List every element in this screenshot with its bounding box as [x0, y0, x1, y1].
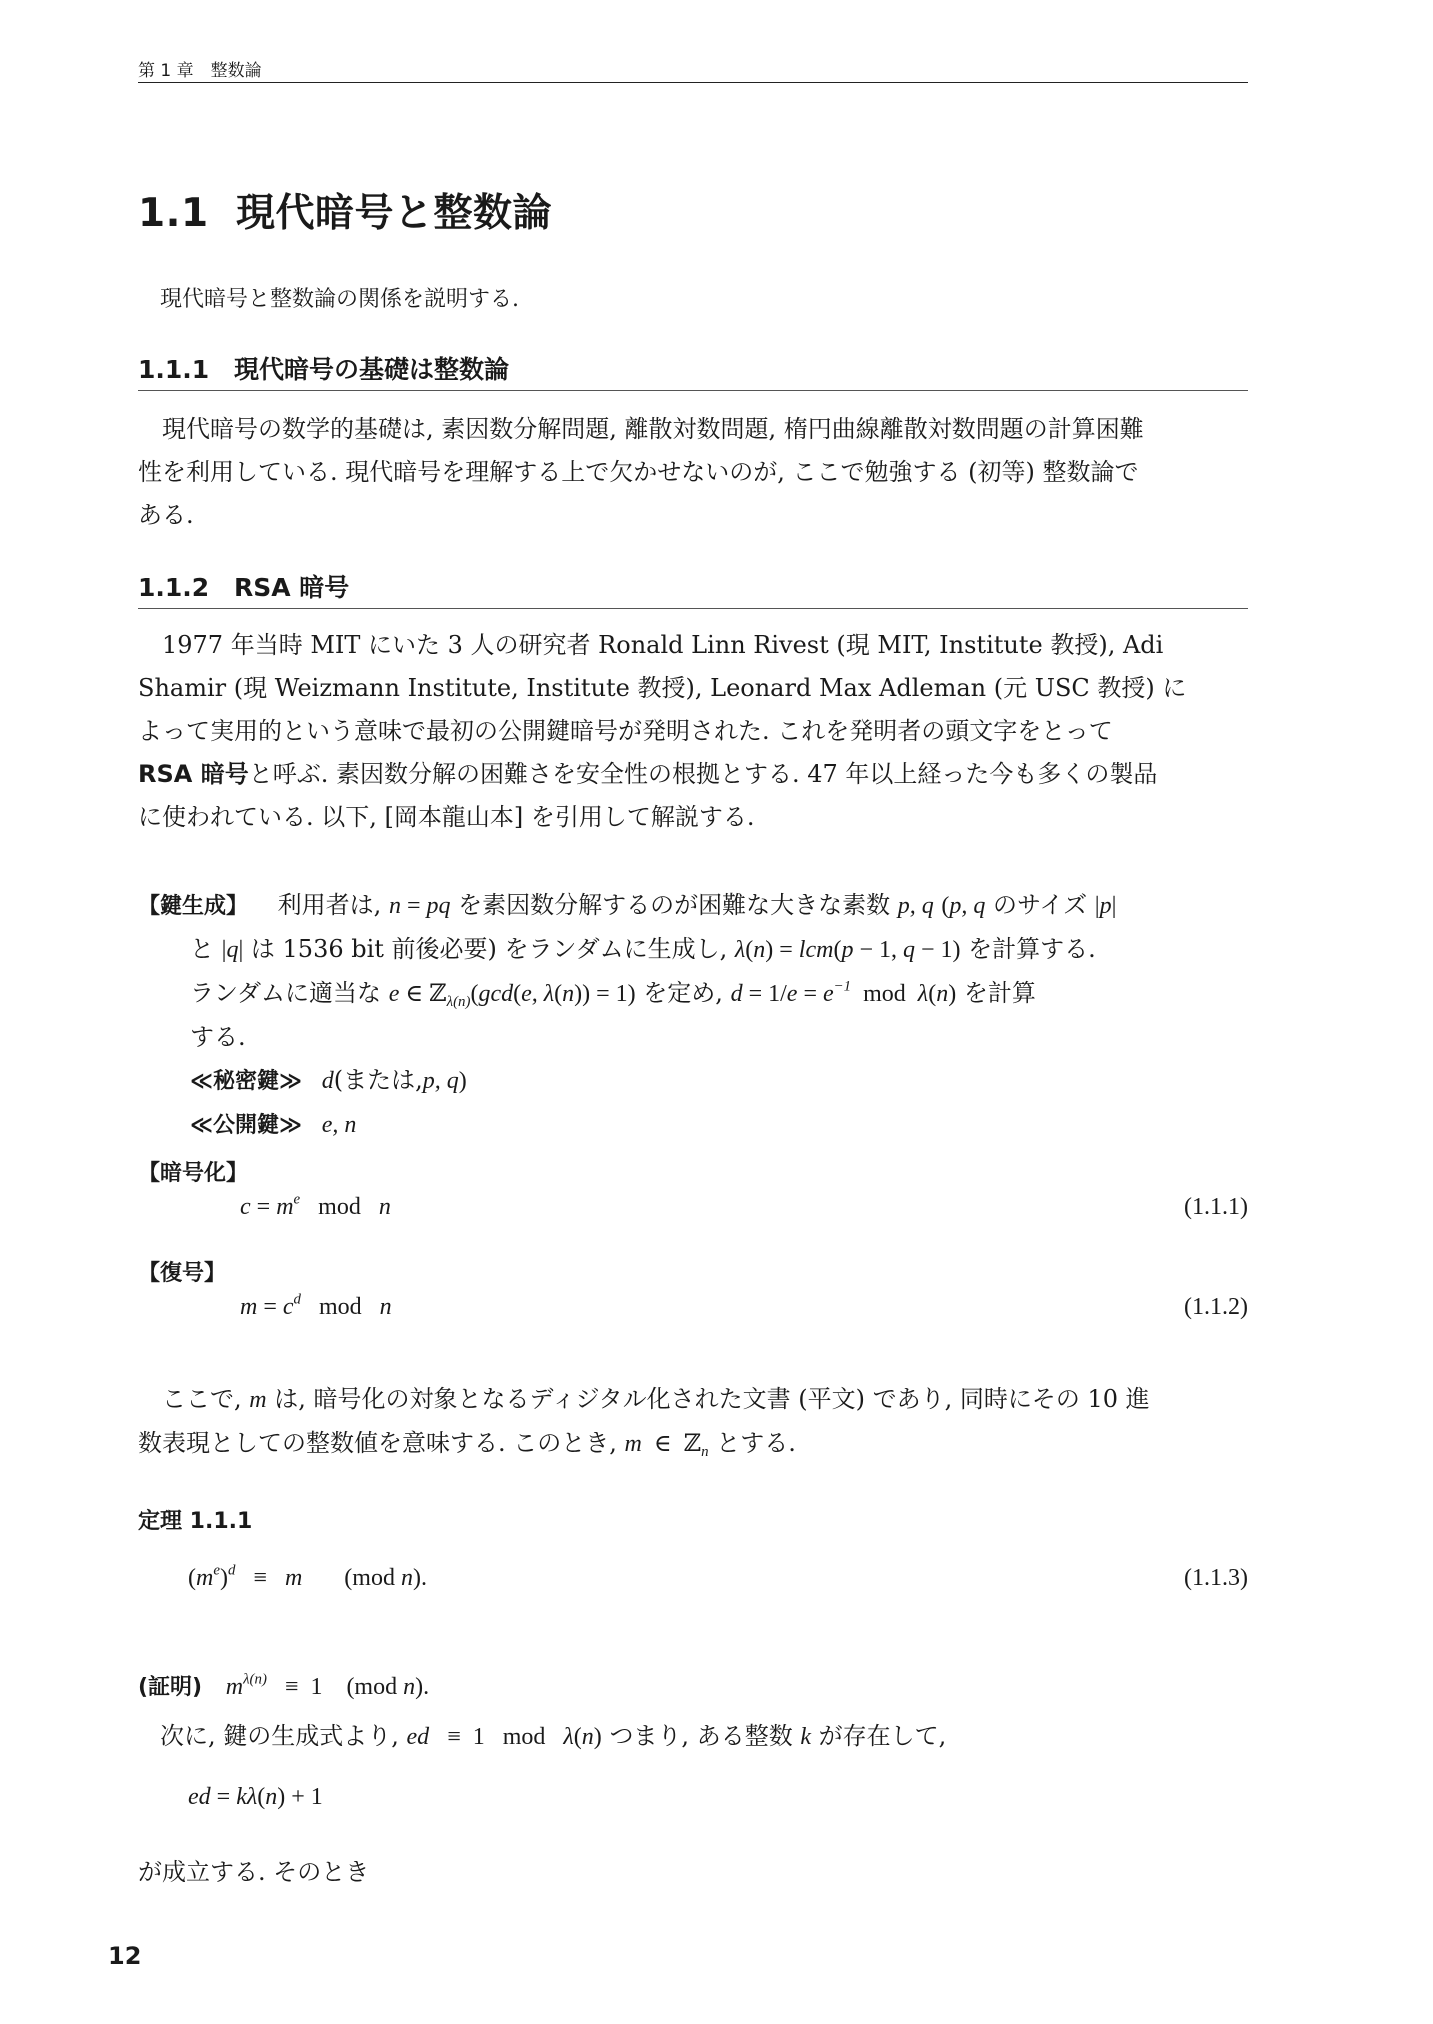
math-d-def: $d = 1/e = e^{-1}$ mod λ(n): [730, 978, 957, 1007]
theorem-equation: $(m^e)^d \equiv m$ (mod n).: [188, 1562, 427, 1591]
text-line: Shamir (現 Weizmann Institute, Institute 教授), Leonard Max Adleman (元 USC 教授) に: [138, 674, 1187, 702]
math-lambda-lcm: λ(n) = lcm(p − 1, q − 1): [734, 937, 961, 963]
text-line: ある.: [138, 501, 194, 529]
section-number: 1.1: [138, 191, 209, 236]
text-span: と: [190, 935, 214, 963]
text-span: 次に, 鍵の生成式より,: [160, 1722, 399, 1750]
math-public-key: e, n: [321, 1112, 357, 1138]
math-k: k: [800, 1724, 811, 1750]
public-key-label: ≪公開鍵≫: [190, 1113, 303, 1138]
text-span: ランダムに適当な: [190, 979, 382, 1007]
header-rule: [138, 82, 1248, 83]
math-pq: p, q: [897, 893, 934, 919]
subsection-number: 1.1.2: [138, 573, 210, 602]
math-pq-paren: (p, q: [941, 893, 986, 919]
text-line: に使われている. 以下, [岡本龍山本] を引用して解説する.: [138, 803, 755, 831]
math-proof-start: $m^{\lambda(n)} \equiv 1$ (mod n).: [225, 1671, 430, 1700]
math-pq-secret: p, q): [422, 1068, 467, 1094]
math-ed-congruence: ed ≡ 1 mod λ(n): [406, 1724, 602, 1750]
text-span: とする.: [716, 1429, 796, 1457]
text-line: 現代暗号の数学的基礎は, 素因数分解問題, 離散対数問題, 楕円曲線離散対数問題の計算困難: [162, 415, 1144, 443]
text-span: を計算する.: [968, 935, 1096, 963]
encrypt-equation: $c = m^e$ mod n: [240, 1191, 391, 1220]
decrypt-equation: $m = c^d$ mod n: [240, 1291, 392, 1320]
paragraph-2: [138, 624, 1248, 839]
text-span: ここで,: [162, 1385, 242, 1413]
decrypt-label: 【復号】: [138, 1261, 227, 1286]
text-line: 1977 年当時 MIT にいた 3 人の研究者 Ronald Linn Rivest (現 MIT, Institute 教授), Adi: [162, 631, 1164, 659]
text-span: のサイズ: [993, 891, 1088, 919]
text-span: は, 暗号化の対象となるディジタル化された文書 (平文) であり, 同時にその 10 進: [274, 1385, 1150, 1413]
page-number: 12: [108, 1942, 142, 1970]
theorem-label: 定理 1.1.1: [138, 1509, 253, 1534]
proof-equation: ed = kλ(n) + 1: [188, 1784, 323, 1810]
keygen-block: [138, 884, 1248, 1147]
math-n-pq: n = pq: [388, 893, 451, 919]
text-line: [138, 753, 1248, 796]
section-title-text: 現代暗号と整数論: [236, 191, 553, 236]
equation-number: (1.1.3): [1184, 1565, 1248, 1591]
text-line: する.: [190, 1023, 246, 1051]
text-span: を素因数分解するのが困難な大きな素数: [458, 891, 891, 919]
math-m: m: [249, 1387, 267, 1413]
proof-label: (証明): [138, 1675, 203, 1700]
subsection-title-text: RSA 暗号: [234, 573, 350, 602]
text-line: よって実用的という意味で最初の公開鍵暗号が発明された. これを発明者の頭文字をとって: [138, 717, 1113, 745]
subsection-rule: [138, 390, 1248, 391]
section-title: [138, 182, 552, 238]
math-d: d: [321, 1068, 334, 1094]
text-span: を定め,: [643, 979, 723, 1007]
text-span: が存在して,: [818, 1722, 947, 1750]
text-line: 性を利用している. 現代暗号を理解する上で欠かせないのが, ここで勉強する (初等) 整数論で: [138, 458, 1139, 486]
subsection-title-2: [138, 568, 349, 604]
rsa-term: RSA 暗号: [138, 760, 249, 788]
text-span: つまり, ある整数: [609, 1722, 793, 1750]
subsection-title-text: 現代暗号の基礎は整数論: [234, 355, 510, 384]
subsection-title-1: [138, 350, 509, 386]
proof-line-1: [138, 1670, 429, 1701]
paragraph-1: [138, 408, 1248, 537]
paragraph-3: [138, 1378, 1248, 1466]
secret-key-label: ≪秘密鍵≫: [190, 1069, 303, 1094]
subsection-number: 1.1.1: [138, 355, 210, 384]
encrypt-label: 【暗号化】: [138, 1161, 249, 1186]
equation-number: (1.1.1): [1184, 1194, 1248, 1220]
running-head: 第 1 章 整数論: [138, 61, 262, 81]
math-abs-q: |q|: [221, 937, 244, 963]
text-span: を計算: [963, 979, 1036, 1007]
text-span: は 1536 bit 前後必要) をランダムに生成し,: [250, 935, 728, 963]
equation-number: (1.1.2): [1184, 1294, 1248, 1320]
text-span: 数表現としての整数値を意味する. このとき,: [138, 1429, 617, 1457]
math-e-in-z: e ∈ ℤ$_{\lambda(n)}$(gcd(e, λ(n)) = 1): [388, 981, 636, 1011]
proof-line-2: [160, 1716, 946, 1751]
text-span: (または,: [333, 1066, 423, 1094]
text-span: 利用者は,: [277, 891, 382, 919]
keygen-label: 【鍵生成】: [138, 894, 249, 919]
proof-line-4: が成立する. そのとき: [138, 1858, 370, 1886]
section-intro: 現代暗号と整数論の関係を説明する.: [160, 287, 519, 312]
math-m-in-zn: m ∈ ℤ$_n$: [624, 1431, 709, 1461]
text-span: と呼ぶ. 素因数分解の困難さを安全性の根拠とする. 47 年以上経った今も多くの製品: [248, 760, 1158, 788]
subsection-rule: [138, 608, 1248, 609]
math-abs-p: |p|: [1094, 893, 1117, 919]
